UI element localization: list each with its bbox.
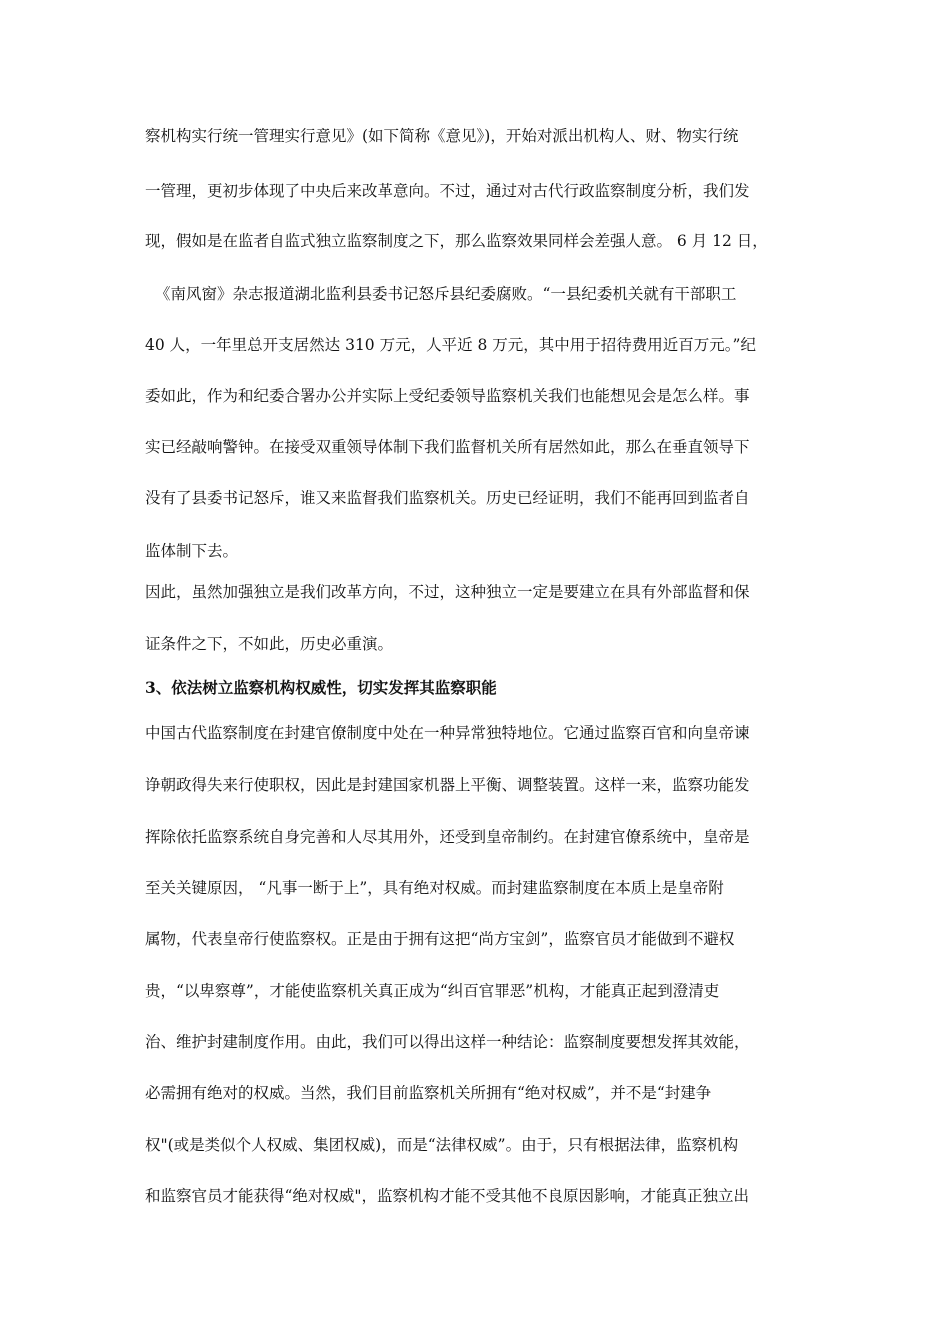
section-heading: 3、依法树立监察机构权威性，切实发挥其监察职能	[145, 678, 497, 697]
paragraph-line: 现，假如是在监者自监式独立监察制度之下，那么监察效果同样会差强人意。 6 月 12 日，	[145, 232, 768, 250]
paragraph-line: 治、维护封建制度作用。由此，我们可以得出这样一种结论：监察制度要想发挥其效能，	[145, 1033, 750, 1051]
paragraph-line: 中国古代监察制度在封建官僚制度中处在一种异常独特地位。它通过监察百官和向皇帝谏	[145, 724, 750, 742]
paragraph-line: 一管理，更初步体现了中央后来改革意向。不过，通过对古代行政监察制度分析，我们发	[145, 182, 750, 200]
paragraph-line: 挥除依托监察系统自身完善和人尽其用外，还受到皇帝制约。在封建官僚系统中，皇帝是	[145, 828, 750, 846]
paragraph-line: 证条件之下，不如此，历史必重演。	[145, 635, 394, 653]
paragraph-line: 至关关键原因， “凡事一断于上”，具有绝对权威。而封建监察制度在本质上是皇帝附	[145, 879, 724, 897]
paragraph-line: 因此，虽然加强独立是我们改革方向，不过，这种独立一定是要建立在具有外部监督和保	[145, 583, 750, 601]
paragraph-line: 诤朝政得失来行使职权，因此是封建国家机器上平衡、调整装置。这样一来，监察功能发	[145, 776, 750, 794]
paragraph-line: 察机构实行统一管理实行意见》(如下简称《意见》)，开始对派出机构人、财、物实行统	[145, 127, 739, 145]
paragraph-line: 权"(或是类似个人权威、集团权威)，而是“法律权威”。由于，只有根据法律，监察机构	[145, 1136, 739, 1154]
paragraph-line: 委如此，作为和纪委合署办公并实际上受纪委领导监察机关我们也能想见会是怎么样。事	[145, 387, 750, 405]
paragraph-line: 属物，代表皇帝行使监察权。正是由于拥有这把“尚方宝剑”，监察官员才能做到不避权	[145, 930, 735, 948]
paragraph-line: 必需拥有绝对的权威。当然，我们目前监察机关所拥有“绝对权威”，并不是“封建争	[145, 1084, 712, 1102]
paragraph-line: 实已经敲响警钟。在接受双重领导体制下我们监督机关所有居然如此，那么在垂直领导下	[145, 438, 750, 456]
paragraph-line: 40 人，一年里总开支居然达 310 万元，人平近 8 万元，其中用于招待费用近百万元。”纪	[145, 336, 756, 354]
paragraph-line: 没有了县委书记怒斥，谁又来监督我们监察机关。历史已经证明，我们不能再回到监者自	[145, 489, 750, 507]
paragraph-line: 和监察官员才能获得“绝对权威"，监察机构才能不受其他不良原因影响，才能真正独立出	[145, 1187, 750, 1205]
paragraph-line: 监体制下去。	[145, 542, 239, 560]
paragraph-line: 《南风窗》杂志报道湖北监利县委书记怒斥县纪委腐败。“一县纪委机关就有干部职工	[155, 285, 737, 303]
paragraph-line: 贵，“以卑察尊”，才能使监察机关真正成为“纠百官罪恶”机构，才能真正起到澄清吏	[145, 982, 720, 1000]
